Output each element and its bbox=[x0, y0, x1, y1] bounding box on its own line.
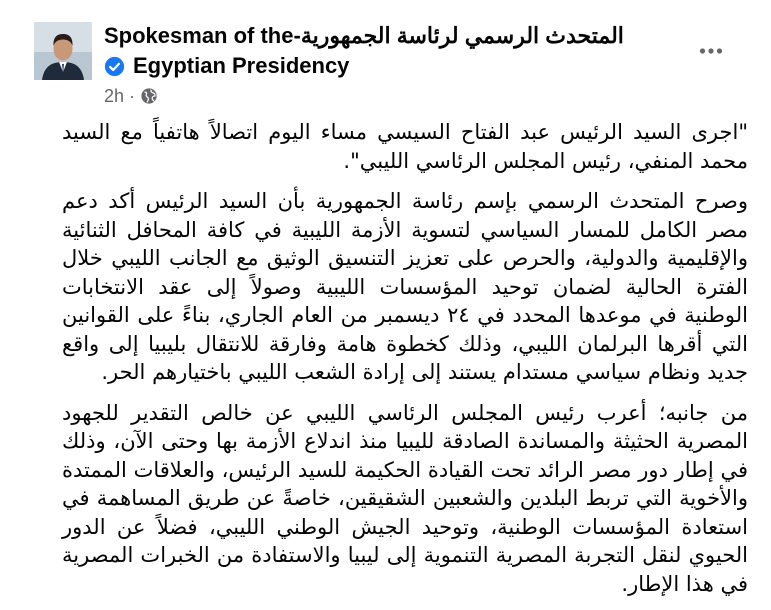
post-timestamp[interactable]: 2h bbox=[104, 86, 125, 106]
author-name[interactable]: Spokesman of the-المتحدث الرسمي لرئاسة الجمهورية bbox=[104, 23, 624, 48]
author-name-text[interactable]: Egyptian Presidency bbox=[133, 53, 350, 78]
author-name-line2[interactable] bbox=[104, 51, 349, 81]
post-paragraph-1: "اجرى السيد الرئيس عبد الفتاح السيسي مساء اليوم اتصالاً هاتفياً مع السيد محمد المنفي، رئيس المجلس الرئاسي الليبي". bbox=[62, 120, 748, 173]
globe-icon[interactable] bbox=[140, 87, 158, 105]
more-options-button[interactable] bbox=[694, 34, 728, 68]
post-header bbox=[0, 0, 771, 115]
author-avatar[interactable] bbox=[34, 22, 92, 80]
post-meta bbox=[104, 85, 158, 107]
meta-separator: · bbox=[129, 86, 136, 106]
verified-badge-icon bbox=[104, 56, 125, 77]
avatar-image bbox=[34, 22, 92, 80]
post-paragraph-2: وصرح المتحدث الرسمي بإسم رئاسة الجمهورية بأن السيد الرئيس أكد دعم مصر الكامل للمسار السياسي لتسوية الأزمة الليبية في كافة المحافل الثنائية والإقليمية والدولية، والحرص على تعزيز التنسيق الوثيق مع الجانب الليبي خلال الفترة الحالية لضمان توحيد المؤسسات الليبية وصولاً إلى عقد الانتخابات الوطنية في موعدها المحدد في ٢٤ ديسمبر من العام الجاري، بناءً على القوانين التي أقرها البرلمان الليبي، وذلك كخطوة هامة وفارقة للانتقال بليبيا إلى واقع جديد ونظام سياسي مستدام يستند إلى إرادة الشعب الليبي باختيارهم الحر. bbox=[62, 189, 748, 384]
more-options-icon bbox=[699, 47, 723, 55]
post-paragraph-3: من جانبه؛ أعرب رئيس المجلس الرئاسي الليبي عن خالص التقدير للجهود المصرية الحثيثة والمساندة الصادقة لليبيا منذ اندلاع الأزمة بها وحتى الآن، وذلك في إطار دور مصر الرائد تحت القيادة الحكيمة للسيد الرئيس، والعلاقات الممتدة والأخوية التي تربط البلدين والشعبين الشقيقين، خاصةً عن طريق المساهمة في استعادة المؤسسات الوطنية، وتوحيد الجيش الوطني الليبي، فضلاً عن الدور الحيوي لنقل التجربة المصرية التنموية إلى ليبيا والاستفادة من الخبرات المصرية في هذا الإطار. bbox=[62, 400, 748, 596]
post-body bbox=[62, 118, 748, 610]
